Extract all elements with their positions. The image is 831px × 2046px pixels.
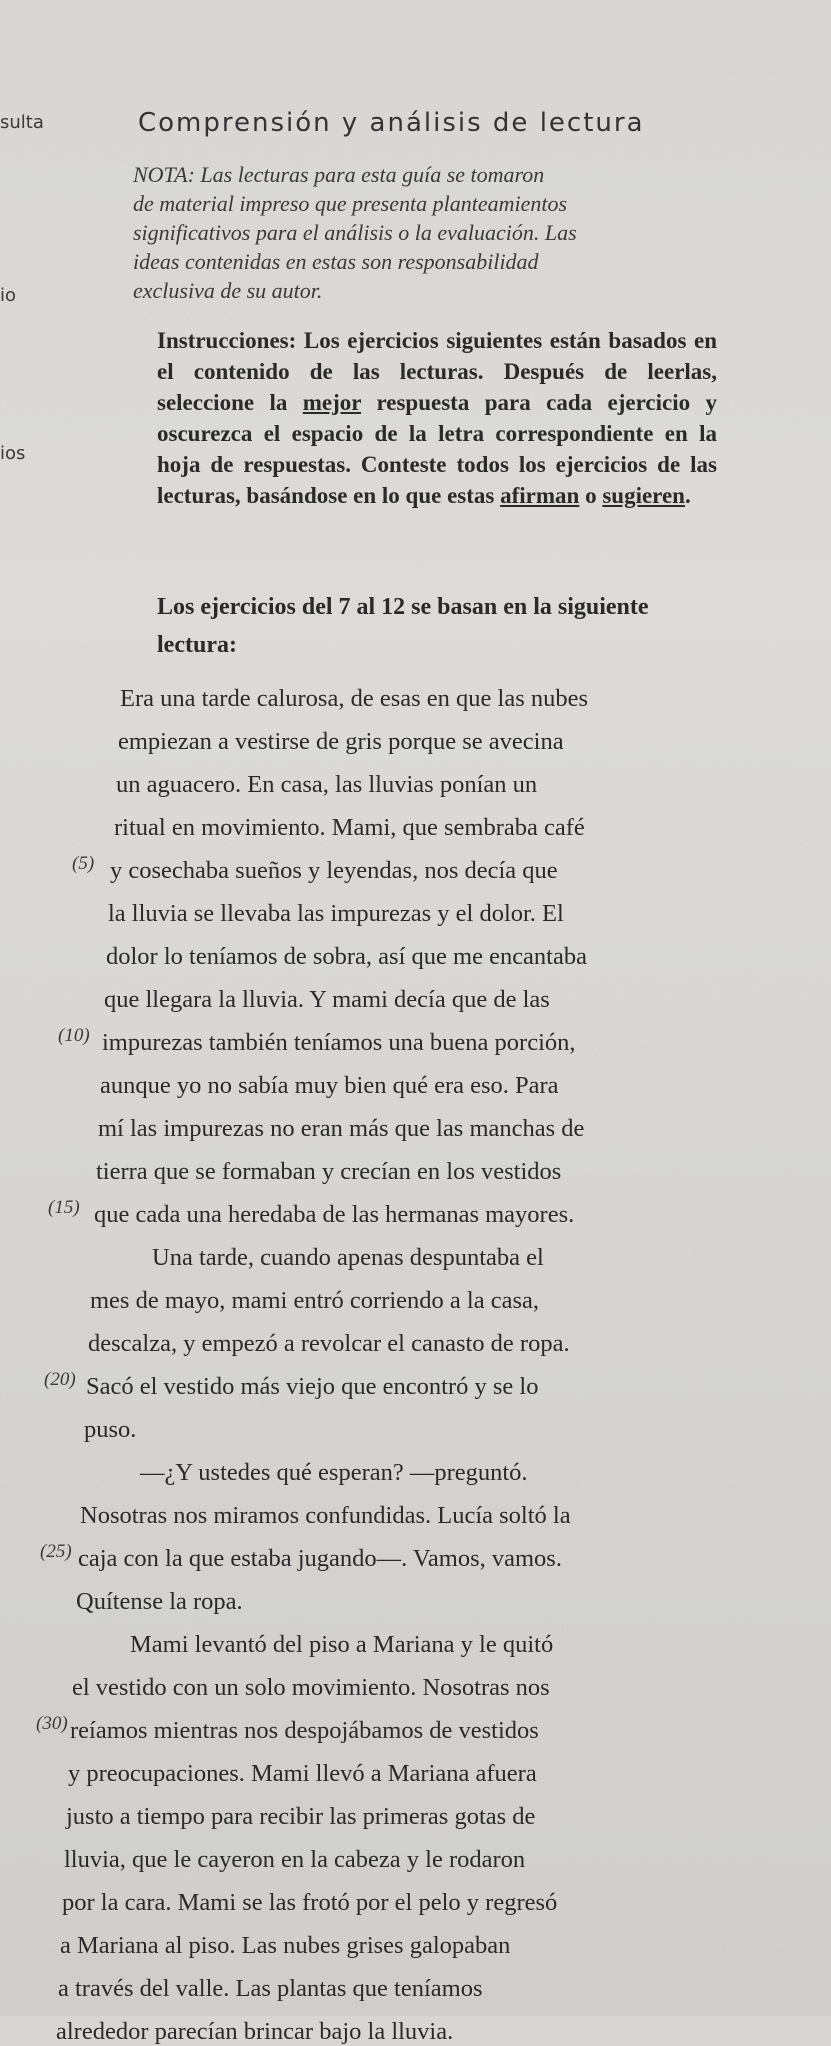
instructions-text: o: [579, 483, 603, 508]
line-number: (20): [44, 1369, 76, 1390]
reading-intro: Los ejercicios del 7 al 12 se basan en la siguiente lectura:: [157, 594, 649, 658]
instructions-text: Instrucciones: Los ejercicios siguientes están basados en el contenido de las lecturas. Después de leerlas, seleccione la: [157, 328, 717, 415]
instructions-text: .: [684, 483, 691, 508]
emphasis-sugieren: sugieren: [602, 483, 685, 508]
page-title: Comprensión y análisis de lectura: [138, 108, 645, 138]
reading-line: el vestido con un solo movimiento. Nosotras nos: [72, 1674, 550, 1701]
reading-line: puso.: [84, 1416, 137, 1443]
emphasis-mejor: mejor: [302, 390, 362, 415]
reading-line: Nosotras nos miramos confundidas. Lucía soltó la: [80, 1502, 571, 1529]
reading-line: y preocupaciones. Mami llevó a Mariana afuera: [68, 1760, 537, 1787]
reading-line: caja con la que estaba jugando—. Vamos, vamos.: [78, 1545, 562, 1572]
reading-line: la lluvia se llevaba las impurezas y el dolor. El: [108, 900, 564, 927]
reading-line: un aguacero. En casa, las lluvias ponían un: [116, 771, 538, 798]
reading-line: alrededor parecían brincar bajo la lluvia.: [56, 2018, 454, 2045]
instructions-block: [157, 325, 717, 511]
margin-fragment-1: sulta: [0, 112, 44, 133]
reading-line: dolor lo teníamos de sobra, así que me encantaba: [106, 943, 587, 970]
note-block: [133, 160, 703, 305]
note-line: NOTA: Las lecturas para esta guía se tomaron: [133, 162, 545, 187]
line-number: (10): [58, 1025, 90, 1046]
reading-line: Quítense la ropa.: [76, 1588, 243, 1615]
reading-line: tierra que se formaban y crecían en los vestidos: [96, 1158, 562, 1185]
reading-line: aunque yo no sabía muy bien qué era eso. Para: [100, 1072, 559, 1099]
line-number: (5): [72, 853, 95, 874]
reading-line: mes de mayo, mami entró corriendo a la casa,: [90, 1287, 539, 1314]
reading-line: Mami levantó del piso a Mariana y le quitó: [130, 1631, 554, 1658]
reading-line: Una tarde, cuando apenas despuntaba el: [152, 1244, 544, 1271]
reading-line: que llegara la lluvia. Y mami decía que de las: [104, 986, 550, 1013]
emphasis-afirman: afirman: [500, 483, 580, 508]
reading-line: justo a tiempo para recibir las primeras gotas de: [66, 1803, 536, 1830]
margin-fragment-3: ios: [0, 443, 26, 464]
reading-line: reíamos mientras nos despojábamos de vestidos: [70, 1717, 539, 1744]
note-line: significativos para el análisis o la evaluación. Las: [133, 220, 577, 245]
reading-line: empiezan a vestirse de gris porque se avecina: [118, 728, 564, 755]
reading-line: a través del valle. Las plantas que teníamos: [58, 1975, 483, 2002]
note-line: de material impreso que presenta planteamientos: [133, 191, 568, 216]
margin-fragment-2: io: [0, 285, 17, 306]
note-line: exclusiva de su autor.: [133, 278, 323, 303]
line-number: (30): [36, 1713, 68, 1734]
reading-line: Sacó el vestido más viejo que encontró y se lo: [86, 1373, 539, 1400]
line-number: (15): [48, 1197, 80, 1218]
reading-line: Era una tarde calurosa, de esas en que las nubes: [120, 685, 589, 712]
reading-line: lluvia, que le cayeron en la cabeza y le rodaron: [64, 1846, 526, 1873]
reading-line: ritual en movimiento. Mami, que sembraba café: [114, 814, 585, 841]
instructions-text: respuesta para cada ejercicio y oscurezca el espacio de la letra correspondiente en la hoja de respuestas. Conteste todos los ejercicios de las lecturas, basándose en lo que estas: [157, 390, 717, 508]
reading-line: impurezas también teníamos una buena porción,: [102, 1029, 576, 1056]
reading-line: que cada una heredaba de las hermanas mayores.: [94, 1201, 575, 1228]
reading-line: —¿Y ustedes qué esperan? —preguntó.: [140, 1459, 528, 1486]
reading-line: mí las impurezas no eran más que las manchas de: [98, 1115, 585, 1142]
note-line: ideas contenidas en estas son responsabilidad: [133, 249, 539, 274]
reading-line: descalza, y empezó a revolcar el canasto de ropa.: [88, 1330, 570, 1357]
reading-line: por la cara. Mami se las frotó por el pelo y regresó: [62, 1889, 558, 1916]
reading-line: y cosechaba sueños y leyendas, nos decía que: [110, 857, 558, 884]
reading-line: a Mariana al piso. Las nubes grises galopaban: [60, 1932, 511, 1959]
line-number: (25): [40, 1541, 72, 1562]
